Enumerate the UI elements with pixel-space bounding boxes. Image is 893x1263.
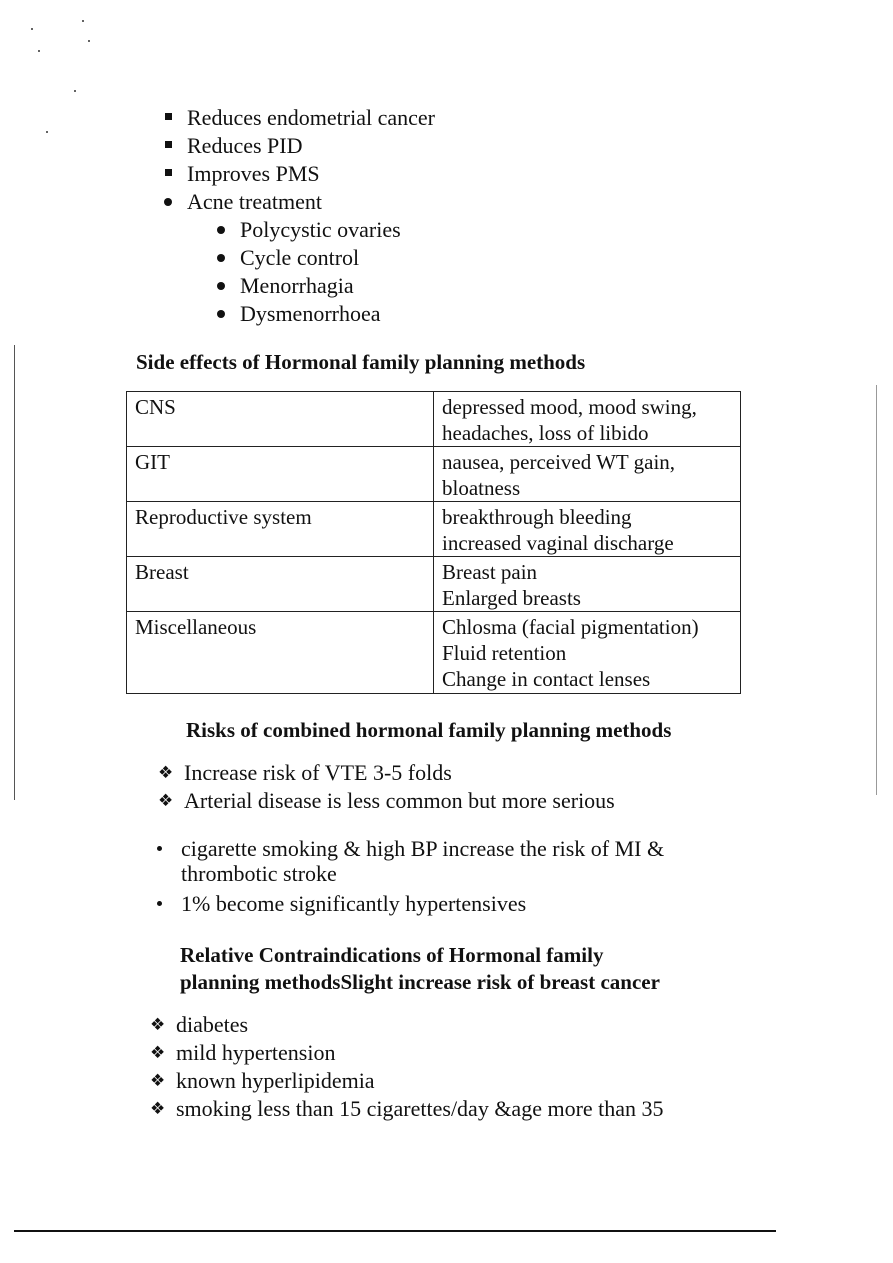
side-effects-table	[126, 391, 741, 694]
list-item: Cycle control	[215, 244, 435, 272]
round-bullet-icon	[217, 282, 225, 290]
scan-speck	[74, 90, 76, 92]
round-bullet-icon	[157, 901, 162, 906]
list-item: ❖ diabetes	[150, 1012, 249, 1037]
list-item: cigarette smoking & high BP increase the risk of MI & thrombotic stroke	[155, 836, 664, 886]
list-item: 1% become significantly hypertensives	[155, 890, 664, 918]
list-item: ❖ known hyperlipidemia	[150, 1068, 375, 1093]
risks-heading: Risks of combined hormonal family planning methods	[186, 718, 672, 742]
risks-diamond-list	[158, 759, 615, 815]
table-row	[127, 557, 741, 612]
scan-speck	[38, 50, 40, 52]
side-effects-heading: Side effects of Hormonal family planning methods	[136, 350, 586, 374]
contraindications-heading: Relative Contraindications of Hormonal family planning methodsSlight increase risk of breast cancer	[180, 943, 660, 994]
contraindications-list	[150, 1011, 664, 1123]
table-row	[127, 447, 741, 502]
diamond-bullet-icon: ❖	[150, 1099, 166, 1119]
diamond-bullet-icon: ❖	[150, 1015, 166, 1035]
acne-sublist	[162, 216, 435, 328]
square-bullet-icon	[165, 141, 172, 148]
system-cell: Miscellaneous	[127, 612, 434, 694]
list-item: ❖ Arterial disease is less common but more serious	[158, 788, 615, 813]
system-cell: Reproductive system	[127, 502, 434, 557]
list-item: Menorrhagia	[215, 272, 435, 300]
round-bullet-icon	[217, 226, 225, 234]
list-item: Improves PMS	[162, 160, 435, 188]
scan-speck	[46, 131, 48, 133]
square-bullet-icon	[165, 169, 172, 176]
round-bullet-icon	[164, 198, 172, 206]
effects-cell: nausea, perceived WT gain, bloatness	[434, 447, 741, 502]
system-cell: GIT	[127, 447, 434, 502]
scan-speck	[82, 20, 84, 22]
list-item: Acne treatment	[162, 188, 435, 216]
risks-bullet-list	[155, 836, 664, 918]
effects-cell: Breast pain Enlarged breasts	[434, 557, 741, 612]
scan-edge-line-right	[876, 385, 877, 795]
list-item: ❖ Increase risk of VTE 3-5 folds	[158, 760, 452, 785]
table-row	[127, 612, 741, 694]
diamond-bullet-icon: ❖	[150, 1071, 166, 1091]
round-bullet-icon	[217, 254, 225, 262]
diamond-bullet-icon: ❖	[158, 763, 174, 783]
bottom-rule	[14, 1230, 776, 1232]
table-row	[127, 502, 741, 557]
benefits-list	[162, 104, 435, 328]
list-item: ❖ smoking less than 15 cigarettes/day &age more than 35	[150, 1096, 664, 1121]
list-item: ❖ mild hypertension	[150, 1040, 336, 1065]
effects-cell: depressed mood, mood swing, headaches, loss of libido	[434, 392, 741, 447]
square-bullet-icon	[165, 113, 172, 120]
list-item: Polycystic ovaries	[215, 216, 435, 244]
table-row	[127, 392, 741, 447]
system-cell: CNS	[127, 392, 434, 447]
round-bullet-icon	[157, 846, 162, 851]
scan-speck	[31, 28, 33, 30]
list-item: Reduces endometrial cancer	[162, 104, 435, 132]
scan-speck	[88, 40, 90, 42]
system-cell: Breast	[127, 557, 434, 612]
list-item: Reduces PID	[162, 132, 435, 160]
scan-edge-line-left	[14, 345, 15, 800]
effects-cell: breakthrough bleeding increased vaginal discharge	[434, 502, 741, 557]
list-item: Dysmenorrhoea	[215, 300, 435, 328]
round-bullet-icon	[217, 310, 225, 318]
effects-cell: Chlosma (facial pigmentation) Fluid retention Change in contact lenses	[434, 612, 741, 694]
diamond-bullet-icon: ❖	[158, 791, 174, 811]
diamond-bullet-icon: ❖	[150, 1043, 166, 1063]
